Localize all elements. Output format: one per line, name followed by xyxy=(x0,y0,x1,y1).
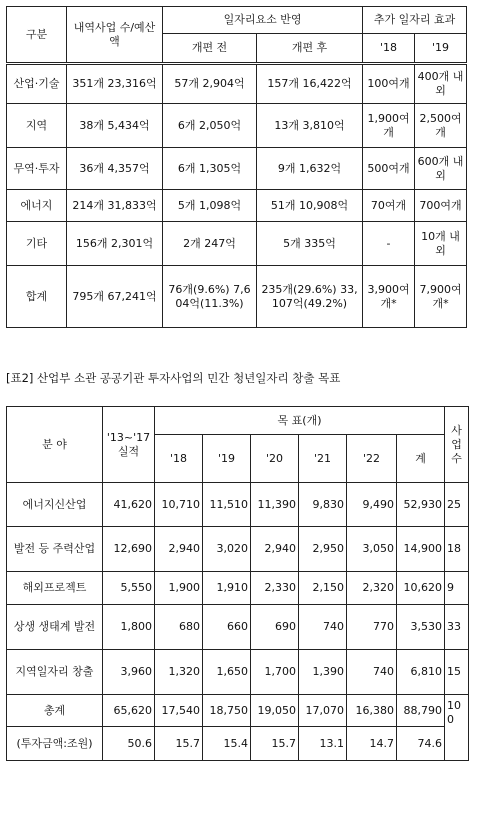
table-row xyxy=(7,572,469,605)
header-total: 계 xyxy=(397,435,445,483)
row-count: 9 xyxy=(445,572,469,605)
invest-value: 15.7 xyxy=(155,727,203,761)
header-year: '19 xyxy=(203,435,251,483)
invest-value: 15.4 xyxy=(203,727,251,761)
header-field: 분 야 xyxy=(7,407,103,483)
row-after: 157개 16,422억 xyxy=(257,64,363,104)
row-value: 2,950 xyxy=(299,527,347,572)
row-y19: 600개 내외 xyxy=(415,148,467,190)
row-after: 51개 10,908억 xyxy=(257,190,363,222)
table-row xyxy=(7,64,467,104)
row-before: 6개 1,305억 xyxy=(163,148,257,190)
row-y19: 10개 내외 xyxy=(415,222,467,266)
table-row xyxy=(7,148,467,190)
invest-name: (투자금액:조원) xyxy=(7,727,103,761)
total-value: 17,540 xyxy=(155,695,203,727)
row-value: 1,900 xyxy=(155,572,203,605)
row-sum: 10,620 xyxy=(397,572,445,605)
row-y19: 2,500여개 xyxy=(415,104,467,148)
row-y19: 400개 내외 xyxy=(415,64,467,104)
row-y18: - xyxy=(363,222,415,266)
row-name: 상생 생태계 발전 xyxy=(7,605,103,650)
row-value: 9,490 xyxy=(347,483,397,527)
header-projects: 사업 수 xyxy=(445,407,469,483)
row-before: 6개 2,050억 xyxy=(163,104,257,148)
header-year: '21 xyxy=(299,435,347,483)
row-budget: 351개 23,316억 xyxy=(67,64,163,104)
header-goal: 목 표(개) xyxy=(155,407,445,435)
invest-value: 14.7 xyxy=(347,727,397,761)
row-past: 1,800 xyxy=(103,605,155,650)
row-count: 25 xyxy=(445,483,469,527)
header-category: 구분 xyxy=(7,7,67,64)
row-value: 10,710 xyxy=(155,483,203,527)
row-budget: 38개 5,434억 xyxy=(67,104,163,148)
row-past: 41,620 xyxy=(103,483,155,527)
row-value: 3,020 xyxy=(203,527,251,572)
row-budget: 795개 67,241억 xyxy=(67,266,163,328)
row-count: 33 xyxy=(445,605,469,650)
row-value: 1,650 xyxy=(203,650,251,695)
row-sum: 14,900 xyxy=(397,527,445,572)
invest-past: 50.6 xyxy=(103,727,155,761)
row-count: 18 xyxy=(445,527,469,572)
row-sum: 6,810 xyxy=(397,650,445,695)
row-name: 무역·투자 xyxy=(7,148,67,190)
table-row xyxy=(7,104,467,148)
row-value: 680 xyxy=(155,605,203,650)
header-y19: '19 xyxy=(415,34,467,64)
invest-value: 15.7 xyxy=(251,727,299,761)
total-value: 18,750 xyxy=(203,695,251,727)
header-year: '20 xyxy=(251,435,299,483)
table-row-invest xyxy=(7,727,469,761)
header-reflect: 일자리요소 반영 xyxy=(163,7,363,34)
table-row xyxy=(7,190,467,222)
table-row xyxy=(7,483,469,527)
row-name: 지역일자리 창출 xyxy=(7,650,103,695)
header-year: '18 xyxy=(155,435,203,483)
youth-job-target-table xyxy=(6,406,469,761)
row-name: 발전 등 주력산업 xyxy=(7,527,103,572)
row-value: 740 xyxy=(299,605,347,650)
table-row xyxy=(7,650,469,695)
row-value: 1,320 xyxy=(155,650,203,695)
row-name: 지역 xyxy=(7,104,67,148)
row-value: 660 xyxy=(203,605,251,650)
job-effect-table xyxy=(6,6,467,328)
row-budget: 36개 4,357억 xyxy=(67,148,163,190)
row-budget: 214개 31,833억 xyxy=(67,190,163,222)
total-past: 65,620 xyxy=(103,695,155,727)
header-after: 개편 후 xyxy=(257,34,363,64)
row-value: 2,320 xyxy=(347,572,397,605)
row-after: 5개 335억 xyxy=(257,222,363,266)
row-name: 해외프로젝트 xyxy=(7,572,103,605)
row-before: 57개 2,904억 xyxy=(163,64,257,104)
table-row xyxy=(7,527,469,572)
table-row xyxy=(7,222,467,266)
header-year: '22 xyxy=(347,435,397,483)
row-value: 690 xyxy=(251,605,299,650)
row-value: 2,330 xyxy=(251,572,299,605)
header-effect: 추가 일자리 효과 xyxy=(363,7,467,34)
row-sum: 52,930 xyxy=(397,483,445,527)
header-y18: '18 xyxy=(363,34,415,64)
total-count: 100 xyxy=(445,695,469,761)
row-after: 9개 1,632억 xyxy=(257,148,363,190)
row-count: 15 xyxy=(445,650,469,695)
header-budget: 내역사업 수/예산액 xyxy=(67,7,163,64)
row-value: 740 xyxy=(347,650,397,695)
table-row xyxy=(7,605,469,650)
header-past: '13~'17 실적 xyxy=(103,407,155,483)
total-value: 19,050 xyxy=(251,695,299,727)
row-past: 3,960 xyxy=(103,650,155,695)
row-after: 13개 3,810억 xyxy=(257,104,363,148)
row-sum: 3,530 xyxy=(397,605,445,650)
row-value: 1,700 xyxy=(251,650,299,695)
row-value: 9,830 xyxy=(299,483,347,527)
row-past: 12,690 xyxy=(103,527,155,572)
table-row-total xyxy=(7,266,467,328)
row-y19: 7,900여개* xyxy=(415,266,467,328)
row-y18: 100여개 xyxy=(363,64,415,104)
total-value: 16,380 xyxy=(347,695,397,727)
table2-caption: [표2] 산업부 소관 공공기관 투자사업의 민간 청년일자리 창출 목표 xyxy=(6,371,341,385)
row-name: 에너지 xyxy=(7,190,67,222)
row-past: 5,550 xyxy=(103,572,155,605)
row-name: 합계 xyxy=(7,266,67,328)
row-y18: 70여개 xyxy=(363,190,415,222)
row-value: 3,050 xyxy=(347,527,397,572)
row-y19: 700여개 xyxy=(415,190,467,222)
row-before: 2개 247억 xyxy=(163,222,257,266)
total-sum: 88,790 xyxy=(397,695,445,727)
row-y18: 3,900여개* xyxy=(363,266,415,328)
header-before: 개편 전 xyxy=(163,34,257,64)
row-before: 5개 1,098억 xyxy=(163,190,257,222)
row-y18: 1,900여개 xyxy=(363,104,415,148)
invest-value: 13.1 xyxy=(299,727,347,761)
row-value: 11,390 xyxy=(251,483,299,527)
table-row-total xyxy=(7,695,469,727)
row-value: 11,510 xyxy=(203,483,251,527)
total-name: 총계 xyxy=(7,695,103,727)
row-value: 770 xyxy=(347,605,397,650)
row-value: 1,910 xyxy=(203,572,251,605)
invest-sum: 74.6 xyxy=(397,727,445,761)
row-budget: 156개 2,301억 xyxy=(67,222,163,266)
row-y18: 500여개 xyxy=(363,148,415,190)
row-name: 기타 xyxy=(7,222,67,266)
row-before: 76개(9.6%) 7,604억(11.3%) xyxy=(163,266,257,328)
row-after: 235개(29.6%) 33,107억(49.2%) xyxy=(257,266,363,328)
row-name: 산업·기술 xyxy=(7,64,67,104)
total-value: 17,070 xyxy=(299,695,347,727)
row-name: 에너지신산업 xyxy=(7,483,103,527)
row-value: 2,150 xyxy=(299,572,347,605)
row-value: 2,940 xyxy=(251,527,299,572)
row-value: 1,390 xyxy=(299,650,347,695)
row-value: 2,940 xyxy=(155,527,203,572)
